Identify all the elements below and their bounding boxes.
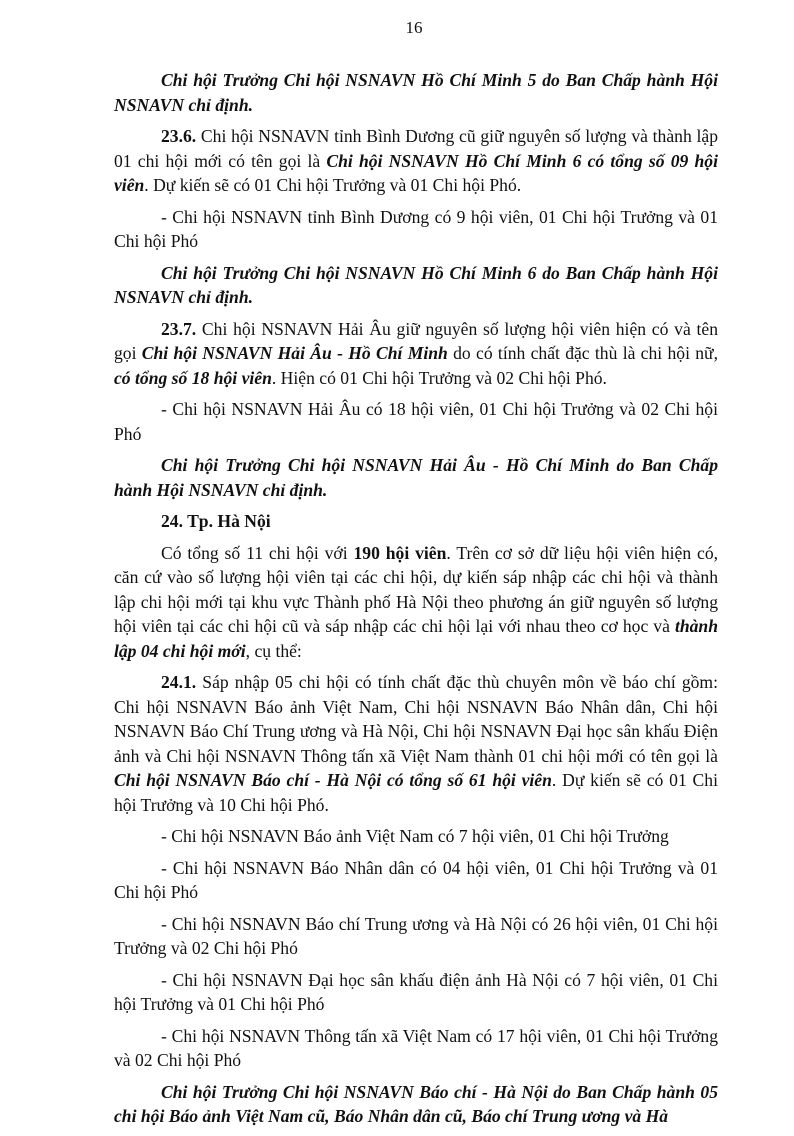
section-number: 23.7. <box>161 318 197 339</box>
paragraph-23-6 <box>114 124 718 198</box>
text-run: Chi hội NSNAVN tỉnh Bình Dương cũ giữ nguyên số lượng và thành lập 01 chi hội mới có tên gọi là <box>114 126 718 171</box>
list-item-bao-anh: - Chi hội NSNAVN Báo ảnh Việt Nam có 7 hội viên, 01 Chi hội Trưởng <box>161 826 669 846</box>
text-run: Sáp nhập 05 chi hội có tính chất đặc thù chuyên môn về báo chí gồm: Chi hội NSNAVN Báo ảnh Việt Nam, Chi hội NSNAVN Báo Nhân dân, Chi hội NSNAVN Báo Chí Trung ương và Hà Nội, Chi hội NSNAVN Đại học sân khấu Điện ảnh và Chi hội NSNAVN Thông tấn xã Việt Nam thành 01 chi hội mới có tên gọi là <box>114 672 718 766</box>
paragraph-chief-bao-chi: Chi hội Trưởng Chi hội NSNAVN Báo chí - Hà Nội do Ban Chấp hành 05 chi hội Báo ảnh Việt Nam cũ, Báo Nhân dân cũ, Báo chí Trung ương và Hà <box>114 1081 718 1126</box>
emphasis-run: Chi hội NSNAVN Hải Âu - Hồ Chí Minh <box>141 343 448 363</box>
text-run: do có tính chất đặc thù là chi hội nữ, <box>447 343 718 363</box>
paragraph-23-7 <box>114 317 718 391</box>
list-item-dai-hoc: - Chi hội NSNAVN Đại học sân khấu điện ảnh Hà Nội có 7 hội viên, 01 Chi hội Trưởng và 01 Chi hội Phó <box>114 969 718 1014</box>
list-item-binh-duong: - Chi hội NSNAVN tỉnh Bình Dương có 9 hội viên, 01 Chi hội Trưởng và 01 Chi hội Phó <box>114 206 718 251</box>
text-run: . Dự kiến sẽ có 01 Chi hội Trưởng và 01 Chi hội Phó. <box>144 175 522 195</box>
text-run: . Dự kiến sẽ có 01 Chi hội Trưởng và 10 Chi hội Phó. <box>114 770 718 815</box>
text-run: Có tổng số 11 chi hội với <box>161 542 354 563</box>
paragraph-chief-hcm5: Chi hội Trưởng Chi hội NSNAVN Hồ Chí Minh 5 do Ban Chấp hành Hội NSNAVN chỉ định. <box>114 70 718 115</box>
emphasis-run: Chi hội NSNAVN Hồ Chí Minh 6 có tổng số 09 hội viên <box>114 150 718 195</box>
text-run: Chi hội NSNAVN Hải Âu giữ nguyên số lượng hội viên hiện có và tên gọi <box>114 318 718 363</box>
emphasis-run: 190 hội viên <box>353 542 447 563</box>
emphasis-run: có tổng số 18 hội viên <box>114 367 272 388</box>
document-body <box>114 68 718 1136</box>
paragraph-chief-hai-au: Chi hội Trưởng Chi hội NSNAVN Hải Âu - Hồ Chí Minh do Ban Chấp hành Hội NSNAVN chỉ định. <box>114 455 718 500</box>
emphasis-run: thành lập 04 chi hội mới <box>114 616 718 661</box>
paragraph-24-1 <box>114 670 718 817</box>
list-item-trung-uong: - Chi hội NSNAVN Báo chí Trung ương và Hà Nội có 26 hội viên, 01 Chi hội Trưởng và 02 Chi hội Phó <box>114 913 718 958</box>
section-number: 24.1. <box>161 672 197 692</box>
text-run: . Hiện có 01 Chi hội Trưởng và 02 Chi hội Phó. <box>271 367 607 388</box>
paragraph-chief-hcm6: Chi hội Trưởng Chi hội NSNAVN Hồ Chí Minh 6 do Ban Chấp hành Hội NSNAVN chỉ định. <box>114 262 718 307</box>
emphasis-run: Chi hội NSNAVN Báo chí - Hà Nội có tổng số 61 hội viên <box>114 770 552 790</box>
list-item-hai-au: - Chi hội NSNAVN Hải Âu có 18 hội viên, 01 Chi hội Trưởng và 02 Chi hội Phó <box>114 399 718 444</box>
paragraph-hanoi-intro <box>114 541 718 664</box>
section-number: 23.6. <box>161 126 197 146</box>
page-number: 16 <box>405 18 423 37</box>
list-item-nhan-dan: - Chi hội NSNAVN Báo Nhân dân có 04 hội viên, 01 Chi hội Trưởng và 01 Chi hội Phó <box>114 857 718 902</box>
section-heading-hanoi: 24. Tp. Hà Nội <box>161 511 271 531</box>
list-item-thong-tan-xa: - Chi hội NSNAVN Thông tấn xã Việt Nam có 17 hội viên, 01 Chi hội Trưởng và 02 Chi hội Phó <box>114 1025 718 1070</box>
text-run: . Trên cơ sở dữ liệu hội viên hiện có, căn cứ vào số lượng hội viên tại các chi hội, dự kiến sáp nhập các chi hội và thành lập chi hội mới tại khu vực Thành phố Hà Nội theo phương án giữ nguyên số lượng hội viên tại các chi hội cũ và sáp nhập các chi hội lại với nhau theo cơ học và <box>114 542 719 636</box>
text-run: , cụ thể: <box>245 640 302 661</box>
